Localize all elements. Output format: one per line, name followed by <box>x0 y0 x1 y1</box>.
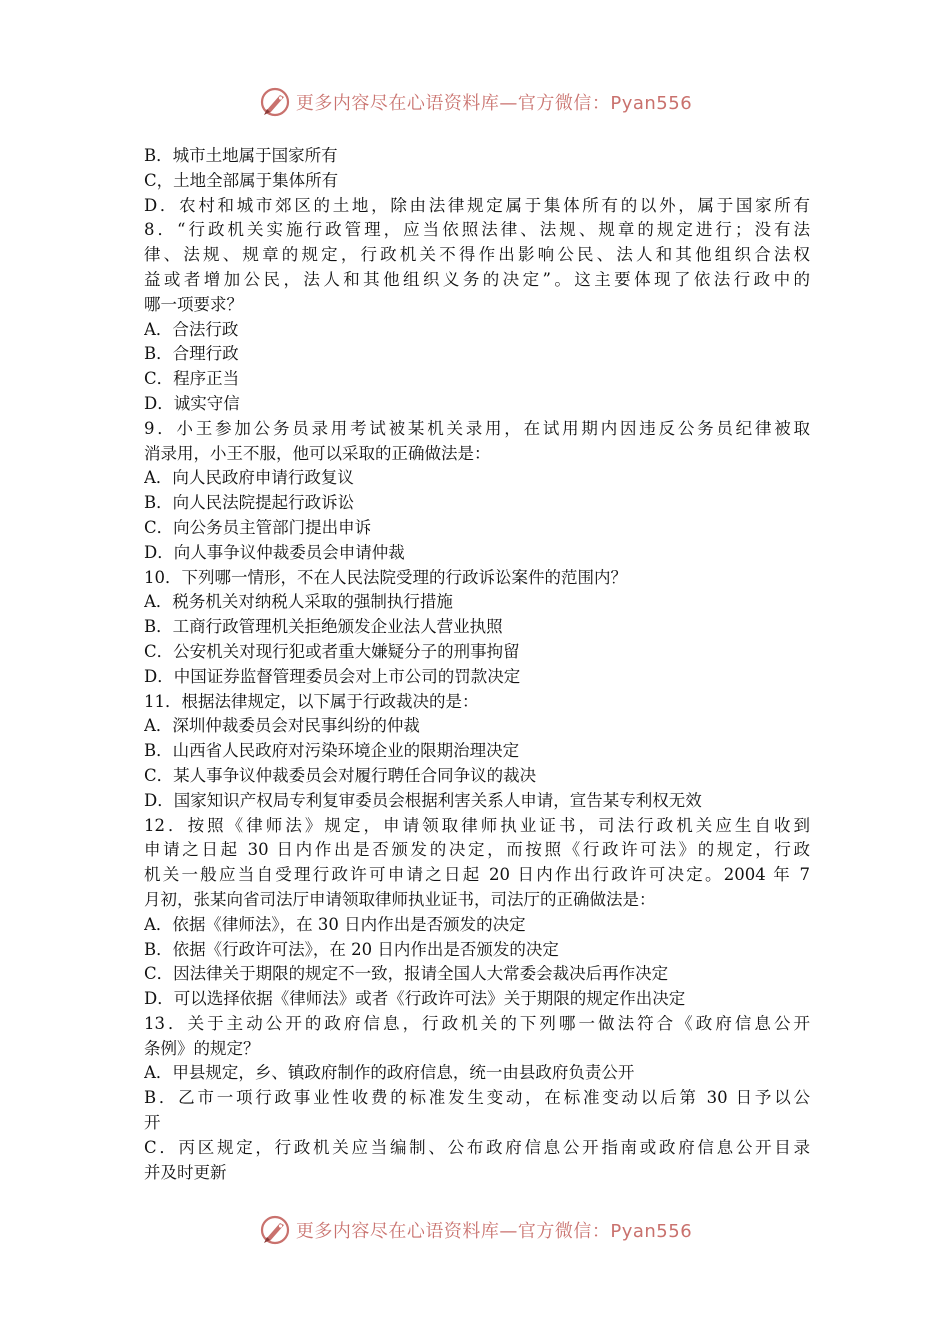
text-line: 消录用，小王不服，他可以采取的正确做法是： <box>144 443 491 463</box>
text-line: 申请之日起 30 日内作出是否颁发的决定，而按照《行政许可法》的规定，行政 <box>144 840 810 860</box>
text-line: B．乙市一项行政事业性收费的标准发生变动，在标准变动以后第 30 日予以公 <box>144 1088 810 1108</box>
pen-nib-icon <box>258 85 292 119</box>
text-line: B．向人民法院提起行政诉讼 <box>144 493 355 513</box>
text-line: 9．小王参加公务员录用考试被某机关录用，在试用期内因违反公务员纪律被取 <box>144 418 810 438</box>
text-line: B．依据《行政许可法》，在 20 日内作出是否颁发的决定 <box>144 939 559 959</box>
text-line: 哪一项要求？ <box>144 294 243 314</box>
text-line: C．丙区规定，行政机关应当编制、公布政府信息公开指南或政府信息公开目录 <box>144 1137 810 1157</box>
text-line: D．可以选择依据《律师法》或者《行政许可法》关于期限的规定作出决定 <box>144 989 686 1009</box>
text-line: C，土地全部属于集体所有 <box>144 170 339 190</box>
text-line: 12．按照《律师法》规定，申请领取律师执业证书，司法行政机关应生自收到 <box>144 815 810 835</box>
footer-banner <box>0 1210 950 1250</box>
text-line: A．合法行政 <box>144 319 239 339</box>
text-line: D．向人事争议仲裁委员会申请仲裁 <box>144 542 405 562</box>
text-line: 并及时更新 <box>144 1162 227 1182</box>
text-line: C．向公务员主管部门提出申诉 <box>144 517 372 537</box>
text-line: A．向人民政府申请行政复议 <box>144 468 354 488</box>
text-line: D．诚实守信 <box>144 393 240 413</box>
pen-nib-icon <box>258 1213 292 1247</box>
text-line: B．工商行政管理机关拒绝颁发企业法人营业执照 <box>144 617 503 637</box>
text-line: 11．根据法律规定，以下属于行政裁决的是： <box>144 691 479 711</box>
text-line: D．国家知识产权局专利复审委员会根据利害关系人申请，宣告某专利权无效 <box>144 790 702 810</box>
text-line: D．农村和城市郊区的土地，除由法律规定属于集体所有的以外，属于国家所有 <box>144 195 810 215</box>
text-line: A．税务机关对纳税人采取的强制执行措施 <box>144 592 453 612</box>
text-line: C．公安机关对现行犯或者重大嫌疑分子的刑事拘留 <box>144 641 520 661</box>
text-line: C．程序正当 <box>144 369 240 389</box>
text-line: D．中国证券监督管理委员会对上市公司的罚款决定 <box>144 666 521 686</box>
text-line: 益或者增加公民，法人和其他组织义务的决定”。这主要体现了依法行政中的 <box>144 269 810 289</box>
text-line: 10．下列哪一情形，不在人民法院受理的行政诉讼案件的范围内？ <box>144 567 627 587</box>
text-line: C．某人事争议仲裁委员会对履行聘任合同争议的裁决 <box>144 765 537 785</box>
text-line: 8．“行政机关实施行政管理，应当依照法律、法规、规章的规定进行；没有法 <box>144 220 810 240</box>
text-line: 机关一般应当自受理行政许可申请之日起 20 日内作出行政许可决定。2004 年 7 <box>144 865 810 885</box>
text-line: C．因法律关于期限的规定不一致，报请全国人大常委会裁决后再作决定 <box>144 964 669 984</box>
text-line: 月初，张某向省司法厅申请领取律师执业证书，司法厅的正确做法是： <box>144 889 656 909</box>
document-body <box>144 144 810 1185</box>
text-line: 律、法规、规章的规定，行政机关不得作出影响公民、法人和其他组织合法权 <box>144 245 810 265</box>
text-line: 条例》的规定？ <box>144 1038 260 1058</box>
text-line: 13．关于主动公开的政府信息，行政机关的下列哪一做法符合《政府信息公开 <box>144 1013 810 1033</box>
banner-text: 更多内容尽在心语资料库—官方微信：Pyan556 <box>295 93 693 114</box>
banner-text: 更多内容尽在心语资料库—官方微信：Pyan556 <box>295 1221 693 1242</box>
text-line: 开 <box>144 1113 161 1133</box>
text-line: A．依据《律师法》，在 30 日内作出是否颁发的决定 <box>144 914 526 934</box>
text-line: A．甲县规定，乡、镇政府制作的政府信息，统一由县政府负责公开 <box>144 1063 635 1083</box>
text-line: B．山西省人民政府对污染环境企业的限期治理决定 <box>144 741 520 761</box>
text-line: A．深圳仲裁委员会对民事纠纷的仲裁 <box>144 716 420 736</box>
text-line: B．合理行政 <box>144 344 239 364</box>
text-line: B．城市土地属于国家所有 <box>144 146 338 165</box>
header-banner <box>0 82 950 122</box>
